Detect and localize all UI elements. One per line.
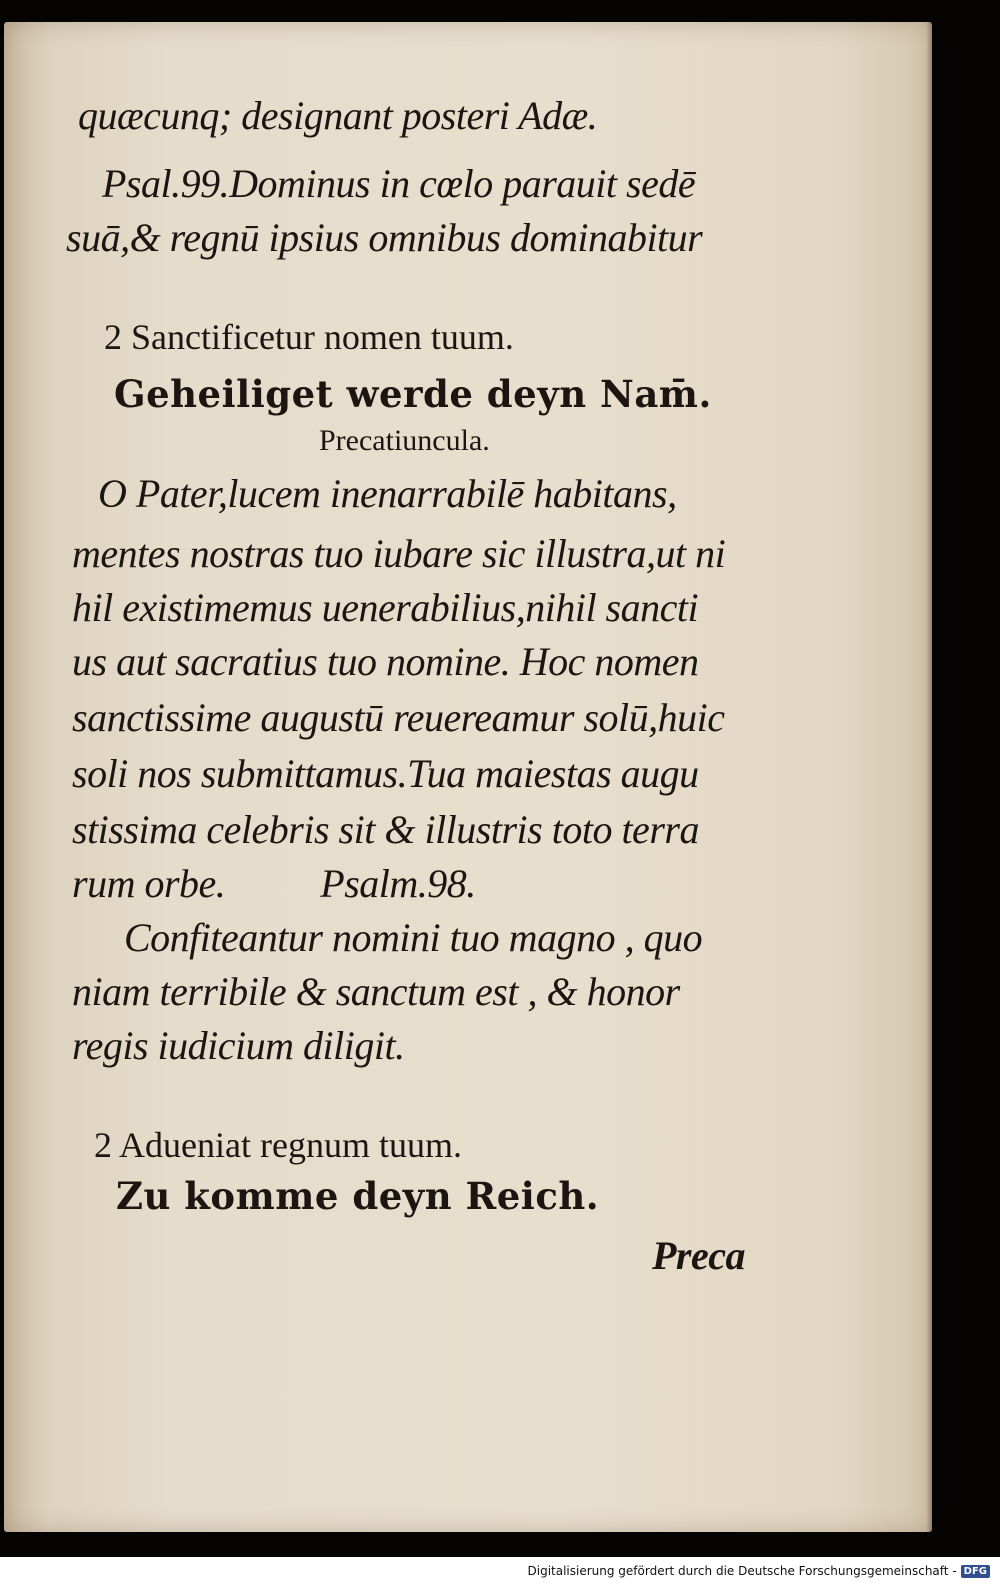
digitization-footer [0,1557,1000,1585]
text-line-10: us aut sacratius tuo nomine. Hoc nomen [72,639,699,684]
catchword: Preca [652,1233,746,1278]
text-line-11: sanctissime augustū reuereamur solū,huic [72,695,725,740]
heading-precatiuncula: Precatiuncula. [319,424,490,457]
text-line-15: Confiteantur nomini tuo magno , quo [124,915,703,960]
text-line-14: rum orbe. Psalm.98. [72,861,476,906]
text-line-12: soli nos submittamus.Tua maiestas augu [72,751,699,796]
book-page [4,22,932,1532]
text-line-16: niam terribile & sanctum est , & honor [72,969,680,1014]
text-line-8: mentes nostras tuo iubare sic illustra,ut ni [72,531,726,576]
text-line-18: 2 Adueniat regnum tuum. [94,1125,462,1165]
text-line-9: hil existimemus uenerabilius,nihil sancti [72,585,699,630]
text-line-3: suā,& regnū ipsius omnibus dominabitur [66,215,703,260]
dfg-logo-icon: DFG [961,1565,990,1578]
text-line-5: Geheiliget werde deyn Nam̄. [114,372,712,416]
text-line-13: stissima celebris sit & illustris toto terra [72,807,699,852]
text-line-4: 2 Sanctificetur nomen tuum. [104,317,514,357]
text-line-19: Zu komme deyn Reich. [116,1174,600,1218]
text-line-7: O Pater,lucem inenarrabilē habitans, [98,471,677,516]
text-line-17: regis iudicium diligit. [72,1023,405,1068]
text-line-1: quæcunq; designant posteri Adæ. [78,93,598,138]
text-line-2: Psal.99.Dominus in cœlo parauit sedē [102,161,696,206]
footer-credit-text: Digitalisierung gefördert durch die Deutsche Forschungsgemeinschaft - [527,1564,957,1578]
